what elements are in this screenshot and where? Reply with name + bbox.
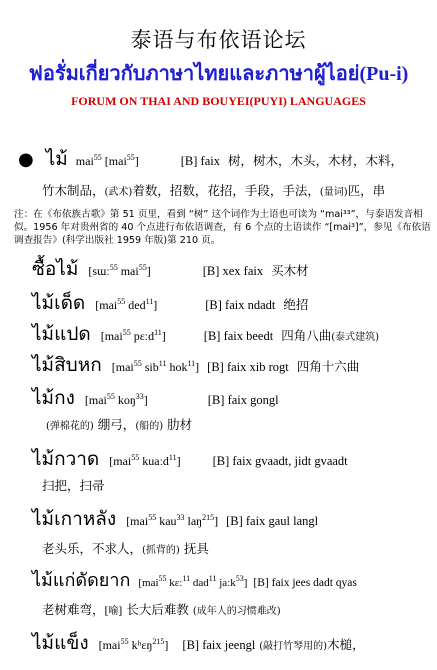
entry-note: 注：在《布依族古歌》第 51 页里，看到 “树” 这个词作为土语也可读为 “mai³³”，与泰语发音相似。1956 年对贵州省的 40 个点进行布依语调查，有 6 个点的土语读作 “[mai³]”，参见《布依语调查报告》(科学出版社 1959 年版)第 210 页。 bbox=[14, 209, 431, 246]
entry-headword: ไม้แก่ดัดยาก bbox=[32, 570, 131, 591]
bullet-icon: ● bbox=[18, 149, 34, 170]
entry-phonetic: [mai$^{55}$ ded$^{11}$] bbox=[95, 297, 158, 312]
entry-buyi: [B] faix beedt bbox=[203, 329, 274, 343]
entry-phonetic: [mai$^{55}$ kɛː$^{11}$ dad$^{11}$ jaːk$^{53}$] bbox=[138, 574, 248, 589]
entry-buyi: [B] faix ndadt bbox=[205, 298, 276, 312]
entry-buyi: [B] faix gongl bbox=[207, 393, 279, 407]
entry-headword: ซื้อไม้ bbox=[32, 258, 79, 280]
entry-headword: ไม้เด็ด bbox=[32, 292, 86, 314]
entry-headword: ไม้แข็ง bbox=[32, 632, 89, 654]
entry-mai-paed: ไม้แปด [mai$^{55}$ pɛːd$^{11}$] [B] faix beedt 四角八曲(泰式建筑) bbox=[32, 323, 380, 345]
entry-mai bbox=[18, 150, 403, 170]
entry-headword: ไม้ bbox=[45, 148, 68, 170]
entry-headword: ไม้เกาหลัง bbox=[32, 508, 117, 530]
entry-gloss: 买木材 bbox=[271, 264, 309, 278]
entry-buyi: [B] faix xib rogt bbox=[207, 360, 289, 374]
entry-sue-mai bbox=[32, 260, 309, 280]
entry-phonetic: [mai$^{55}$ kau$^{33}$ laŋ$^{215}$] bbox=[126, 513, 219, 528]
entry-phonetic: [mai$^{55}$ kuaːd$^{11}$] bbox=[109, 453, 181, 468]
entry-gloss: 老树难弯，[喻] 长大后难教 (成年人的习惯难改) bbox=[42, 603, 281, 617]
entry-gloss: (弹棉花的) 绷弓，(船的) 肋材 bbox=[46, 418, 193, 432]
entry-gloss: 绝招 bbox=[283, 298, 309, 312]
entry-gloss: 树，树木，木头，木材，木料， bbox=[227, 154, 403, 168]
entry-gloss: 扫把，扫帚 bbox=[42, 478, 105, 493]
entry-headword: ไม้กง bbox=[32, 387, 75, 409]
forum-title-chinese: 泰语与布依语论坛 bbox=[130, 28, 307, 52]
entry-mai-ded bbox=[32, 294, 308, 314]
entry-headword: ไม้สิบหก bbox=[32, 354, 102, 376]
forum-title-english: FORUM ON THAI AND BOUYEI(PUYI) LANGUAGES bbox=[71, 94, 366, 108]
entry-gloss: 老头乐，不求人，(抓背的) 抚具 bbox=[42, 542, 209, 556]
entry-mai-kae-dad-yak bbox=[32, 572, 357, 592]
entry-phonetic: [mai$^{55}$ sib$^{11}$ hok$^{11}$] bbox=[111, 359, 200, 374]
entry-buyi: [B] faix gaul langl bbox=[226, 514, 319, 528]
entry-gloss-continued: 竹木制品，(武术)着数，招数，花招，手段，手法，(量词)匹，串 bbox=[42, 184, 386, 198]
entry-buyi: [B] xex faix bbox=[202, 264, 264, 278]
entry-phonetic: [mai$^{55}$ koŋ$^{33}$] bbox=[84, 392, 148, 407]
entry-mai-khaeng: ไม้แข็ง [mai$^{55}$ kʰɛŋ$^{215}$] [B] faix jeengl (敲打竹琴用的)木槌， bbox=[32, 632, 365, 654]
entry-buyi: [B] faix gvaadt, jidt gvaadt bbox=[212, 454, 348, 468]
entry-headword: ไม้แปด bbox=[32, 323, 91, 345]
entry-phonetic: [mai$^{55}$ kʰɛŋ$^{215}$] bbox=[98, 637, 169, 652]
entry-buyi: [B] faix jees dadt qyas bbox=[253, 577, 357, 589]
entry-phonetic: [mai$^{55}$ pɛːd$^{11}$] bbox=[100, 328, 166, 343]
forum-title-thai: ฟอรั่มเกี่ยวกับภาษาไทยและภาษาผู้ไอย่(Pu-i) bbox=[28, 63, 409, 85]
entry-mai-sip-hok bbox=[32, 356, 359, 376]
entry-phonetic: mai$^{55}$ [mai$^{55}$] bbox=[75, 153, 139, 168]
entry-mai-kao-lang bbox=[32, 510, 318, 530]
entry-phonetic: [sɯː$^{55}$ mai$^{55}$] bbox=[88, 263, 151, 278]
entry-mai-kong bbox=[32, 389, 279, 409]
entry-gloss: 四角十六曲 bbox=[296, 360, 360, 374]
entry-gloss: 四角八曲 bbox=[281, 329, 332, 343]
entry-buyi: [B] faix bbox=[180, 154, 220, 168]
entry-headword: ไม้กวาด bbox=[32, 448, 100, 470]
entry-mai-kwad bbox=[32, 450, 348, 470]
entry-buyi: [B] faix jeengl bbox=[182, 638, 256, 652]
